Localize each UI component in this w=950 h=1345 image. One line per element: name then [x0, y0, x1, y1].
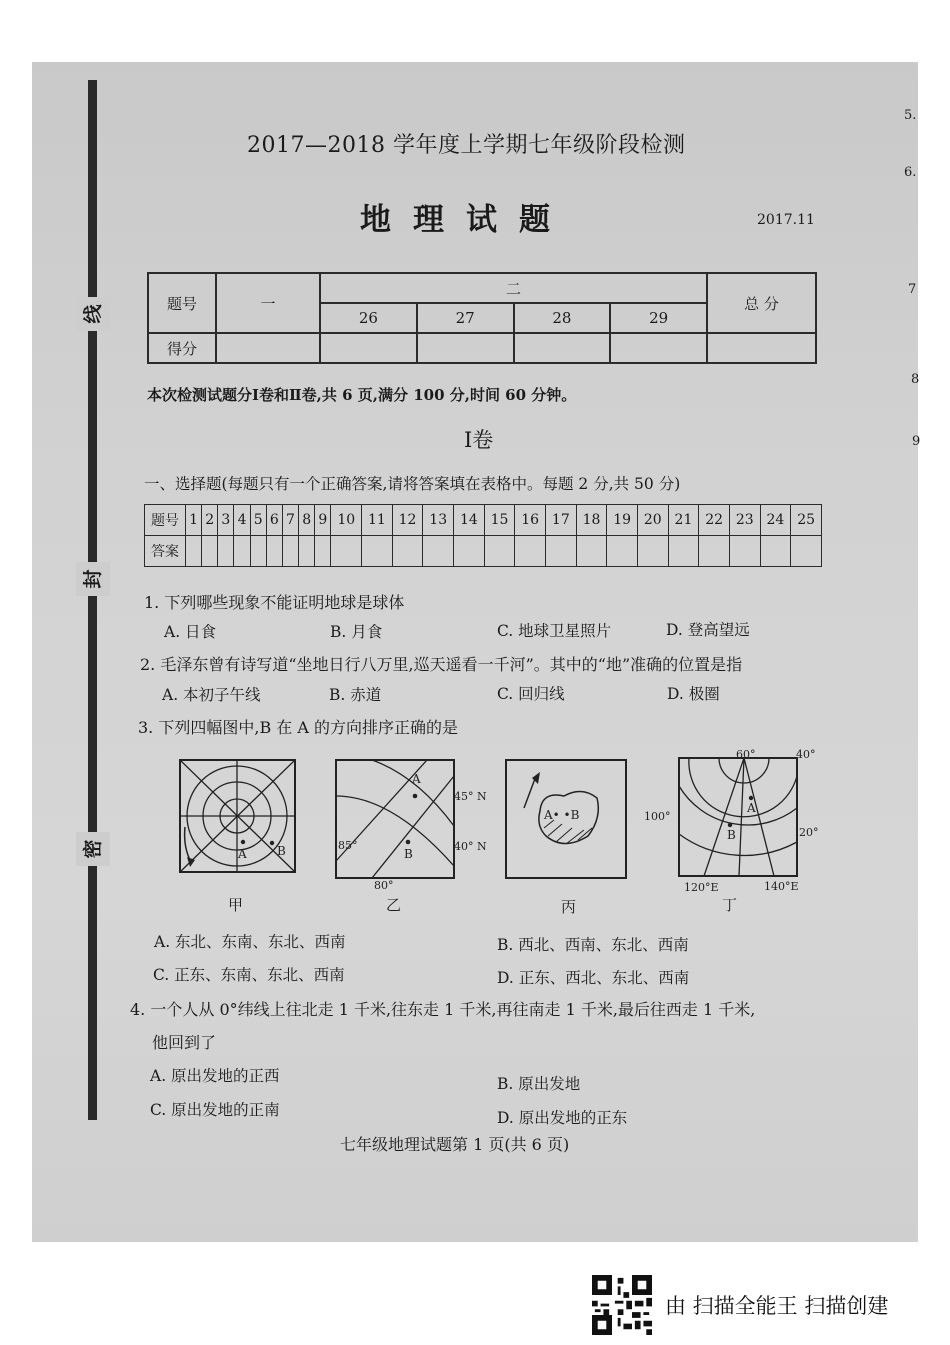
- binding-line: [88, 80, 97, 1120]
- figure-jia: [177, 757, 302, 887]
- ding-parallel: [679, 786, 797, 825]
- answer-number-cell: 6: [266, 505, 282, 536]
- answer-input-cell[interactable]: [234, 536, 250, 567]
- answer-number-cell: 23: [729, 505, 760, 536]
- score-total-label: 总 分: [707, 273, 816, 333]
- ding-parallel: [679, 834, 797, 855]
- q4-option-d: D. 原出发地的正东: [497, 1109, 628, 1127]
- score-cell[interactable]: [514, 333, 611, 363]
- subject-title: 地理试题: [360, 202, 572, 238]
- answer-input-cell[interactable]: [484, 536, 515, 567]
- q1-option-b: B. 月食: [330, 623, 383, 641]
- answer-input-cell[interactable]: [331, 536, 362, 567]
- edge-number: 6.: [904, 165, 917, 180]
- answer-input-cell[interactable]: [423, 536, 454, 567]
- answer-input-cell[interactable]: [454, 536, 485, 567]
- yi-label-45n: 45° N: [454, 790, 487, 803]
- answer-input-cell[interactable]: [392, 536, 423, 567]
- answer-input-cell[interactable]: [362, 536, 393, 567]
- answer-input-cell[interactable]: [791, 536, 822, 567]
- answer-number-cell: 21: [668, 505, 699, 536]
- question-1-stem: 1. 下列哪些现象不能证明地球是球体: [144, 593, 405, 612]
- jia-point-b: [270, 841, 274, 845]
- score-sub-col: 27: [417, 303, 514, 333]
- yi-point-b: [406, 840, 411, 845]
- yi-label-85: 85°: [338, 839, 358, 852]
- answer-number-cell: 7: [282, 505, 298, 536]
- edge-number: 5.: [904, 108, 917, 123]
- yi-label-40n: 40° N: [454, 840, 487, 853]
- ding-label-60: 60°: [736, 748, 756, 761]
- score-table: [147, 272, 817, 364]
- answer-input-cell[interactable]: [315, 536, 331, 567]
- answer-input-cell[interactable]: [760, 536, 791, 567]
- answer-input-cell[interactable]: [637, 536, 668, 567]
- score-sub-col: 28: [514, 303, 611, 333]
- question-3-stem: 3. 下列四幅图中,B 在 A 的方向排序正确的是: [138, 718, 459, 737]
- edge-number: 9: [912, 434, 921, 449]
- yi-meridian-80: [372, 776, 454, 878]
- answer-number-cell: 1: [186, 505, 202, 536]
- answer-input-cell[interactable]: [282, 536, 298, 567]
- section-heading: 一、选择题(每题只有一个正确答案,请将答案填在表格中。每题 2 分,共 50 分): [144, 475, 681, 493]
- answer-number-cell: 17: [546, 505, 577, 536]
- caption-ding: 丁: [722, 896, 738, 914]
- edge-number: 8: [911, 372, 920, 387]
- page-footer: 七年级地理试题第 1 页(共 6 页): [340, 1135, 570, 1154]
- volume-heading: Ⅰ卷: [464, 428, 494, 452]
- answer-input-cell[interactable]: [186, 536, 202, 567]
- binding-char-mi: 密: [76, 832, 110, 866]
- answer-number-cell: 11: [362, 505, 393, 536]
- ding-label-120e: 120°E: [684, 881, 719, 894]
- answer-number-cell: 2: [202, 505, 218, 536]
- figure-ding: [644, 746, 834, 896]
- answer-input-cell[interactable]: [250, 536, 266, 567]
- yi-frame: [336, 760, 454, 878]
- question-4-stem: 4. 一个人从 0°纬线上往北走 1 千米,往东走 1 千米,再往南走 1 千米,最后往西走 1 千米,: [130, 1000, 756, 1019]
- score-cell[interactable]: [417, 333, 514, 363]
- score-sub-col: 29: [610, 303, 707, 333]
- jia-label-a: A: [238, 847, 247, 861]
- answer-number-cell: 25: [791, 505, 822, 536]
- question-4-stem-cont: 他回到了: [152, 1033, 217, 1052]
- answer-number-cell: 19: [607, 505, 638, 536]
- ding-point-b: [728, 823, 732, 827]
- figure-bing: [502, 756, 632, 886]
- q4-option-c: C. 原出发地的正南: [150, 1101, 280, 1119]
- exam-note: 本次检测试题分Ⅰ卷和Ⅱ卷,共 6 页,满分 100 分,时间 60 分钟。: [147, 386, 577, 404]
- binding-char-xian: 线: [76, 297, 110, 331]
- answer-number-cell: 4: [234, 505, 250, 536]
- q2-option-c: C. 回归线: [497, 685, 565, 703]
- ding-label-b: B: [727, 828, 736, 842]
- q4-option-a: A. 原出发地的正西: [150, 1067, 280, 1085]
- ding-label-40: 40°: [796, 748, 816, 761]
- answer-input-cell[interactable]: [202, 536, 218, 567]
- answer-number-cell: 9: [315, 505, 331, 536]
- ding-label-20: 20°: [799, 826, 819, 839]
- north-arrow-icon: [524, 776, 536, 808]
- edge-number: 7: [908, 282, 917, 297]
- score-sub-col: 26: [320, 303, 417, 333]
- jia-point-a: [241, 840, 245, 844]
- q1-option-c: C. 地球卫星照片: [497, 622, 612, 640]
- answer-input-cell[interactable]: [546, 536, 577, 567]
- q1-option-a: A. 日食: [164, 623, 217, 641]
- figure-yi: [332, 756, 492, 891]
- q2-option-b: B. 赤道: [329, 686, 382, 704]
- exam-page: [32, 62, 921, 1242]
- answer-number-cell: 3: [218, 505, 234, 536]
- answer-number-cell: 15: [484, 505, 515, 536]
- q4-option-b: B. 原出发地: [497, 1075, 581, 1093]
- bing-points-label: A• •B: [544, 808, 580, 822]
- answer-number-cell: 18: [576, 505, 607, 536]
- answer-row-label: 答案: [145, 536, 186, 567]
- qr-code-icon: [592, 1275, 652, 1335]
- caption-bing: 丙: [561, 898, 577, 916]
- jia-label-b: B: [277, 844, 286, 858]
- answer-number-cell: 24: [760, 505, 791, 536]
- score-col-one: 一: [216, 273, 320, 333]
- ding-label-a: A: [747, 801, 756, 815]
- answer-input-cell[interactable]: [299, 536, 315, 567]
- answer-input-cell[interactable]: [576, 536, 607, 567]
- answer-number-cell: 10: [331, 505, 362, 536]
- yi-point-a: [413, 794, 418, 799]
- q2-option-a: A. 本初子午线: [162, 686, 261, 704]
- question-2-stem: 2. 毛泽东曾有诗写道“坐地日行八万里,巡天遥看一千河”。其中的“地”准确的位置是指: [140, 655, 743, 674]
- answer-number-cell: 20: [637, 505, 668, 536]
- answer-number-cell: 22: [699, 505, 730, 536]
- yi-parallel-45: [372, 760, 454, 826]
- scanner-watermark: 由 扫描全能王 扫描创建: [665, 1294, 889, 1318]
- caption-yi: 乙: [386, 896, 402, 914]
- yi-label-b: B: [404, 847, 413, 861]
- score-cell[interactable]: [320, 333, 417, 363]
- answer-number-cell: 12: [392, 505, 423, 536]
- answer-number-cell: 16: [515, 505, 546, 536]
- score-cell[interactable]: [707, 333, 816, 363]
- exam-title: 2017—2018 学年度上学期七年级阶段检测: [247, 133, 686, 158]
- q3-option-b: B. 西北、西南、东北、西南: [497, 936, 689, 954]
- answer-row-label: 题号: [145, 505, 186, 536]
- q1-option-d: D. 登高望远: [666, 621, 750, 639]
- q3-option-d: D. 正东、西北、东北、西南: [497, 969, 690, 987]
- q3-option-c: C. 正东、东南、东北、西南: [153, 966, 345, 984]
- answer-input-cell[interactable]: [515, 536, 546, 567]
- q2-option-d: D. 极圈: [667, 685, 720, 703]
- yi-parallel-40: [336, 796, 454, 866]
- score-cell[interactable]: [216, 333, 320, 363]
- answer-number-cell: 13: [423, 505, 454, 536]
- binding-char-feng: 封: [76, 562, 110, 596]
- ding-label-100: 100°: [644, 810, 671, 823]
- answer-table: [144, 504, 822, 567]
- score-cell[interactable]: [610, 333, 707, 363]
- answer-input-cell[interactable]: [699, 536, 730, 567]
- answer-input-cell[interactable]: [607, 536, 638, 567]
- answer-number-cell: 8: [299, 505, 315, 536]
- score-row-label: 得分: [148, 333, 216, 363]
- answer-input-cell[interactable]: [668, 536, 699, 567]
- answer-input-cell[interactable]: [218, 536, 234, 567]
- q3-option-a: A. 东北、东南、东北、西南: [154, 933, 346, 951]
- answer-number-cell: 14: [454, 505, 485, 536]
- score-col-two: 二: [320, 273, 707, 303]
- yi-label-a: A: [412, 772, 421, 786]
- ding-label-140e: 140°E: [764, 880, 799, 893]
- ding-point-a: [749, 796, 753, 800]
- caption-jia: 甲: [228, 896, 244, 914]
- score-row-label: 题号: [148, 273, 216, 333]
- answer-number-cell: 5: [250, 505, 266, 536]
- answer-input-cell[interactable]: [729, 536, 760, 567]
- yi-label-80: 80°: [374, 879, 394, 892]
- answer-input-cell[interactable]: [266, 536, 282, 567]
- exam-date: 2017.11: [757, 212, 815, 228]
